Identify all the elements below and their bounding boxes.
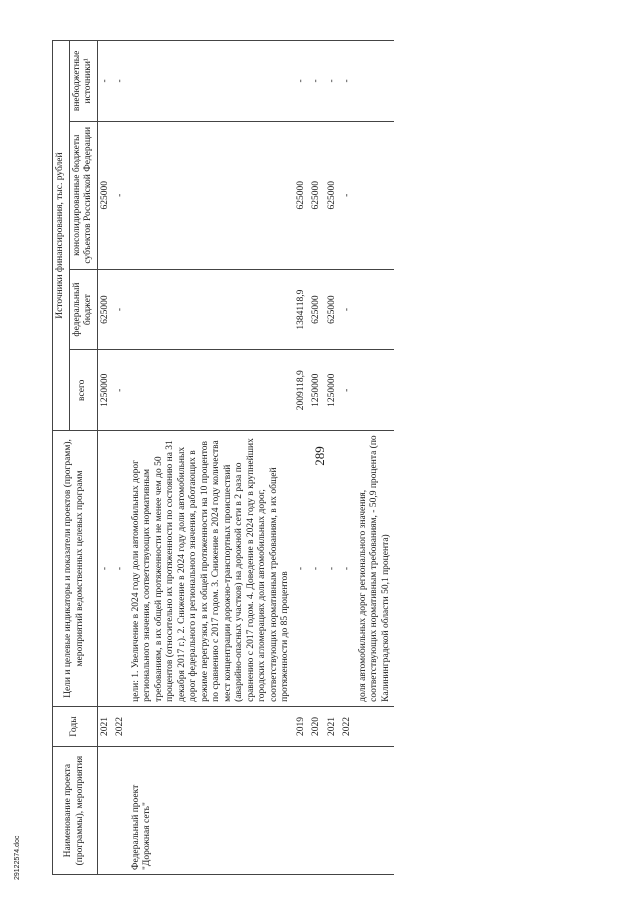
row-goal: - xyxy=(309,431,325,707)
row-total: - xyxy=(340,350,356,431)
row-regional: 625000 xyxy=(309,121,325,269)
row-federal: 625000 xyxy=(97,269,113,350)
row-federal: - xyxy=(113,269,129,350)
header-years: Годы xyxy=(53,706,98,746)
row-name xyxy=(97,747,113,875)
header-total: всего xyxy=(69,350,97,431)
row-extra: - xyxy=(309,41,325,122)
row-extra xyxy=(356,41,395,122)
table-row xyxy=(294,41,310,875)
row-total: 1250000 xyxy=(325,350,341,431)
row-extra xyxy=(129,41,294,122)
row-name xyxy=(113,747,129,875)
row-goal: - xyxy=(97,431,113,707)
row-extra: - xyxy=(113,41,129,122)
project-goals: цели: 1. Увеличение в 2024 году доли автомобильных дорог регионального значения, соответствующих нормативным требованиям, в их общей протяженности не менее чем до 50 процентов (относительно их протяженности по состоянию на 31 декабря 2017 г.). 2. Снижение в 2024 году доли автомобильных дорог федерального и регионального значения, работающих в режиме перегрузки, в их общей протяженности на 10 процентов по сравнению с 2017 годом. 3. Снижение в 2024 году количества мест концентрации дорожно-транспортных происшествий (аварийно-опасных участков) на дорожной сети в 2 раза по сравнению с 2017 годом. 4. Доведение в 2024 году в крупнейших городских агломерациях доли автомобильных дорог, соответствующих нормативным требованиям, в их общей протяженности до 85 процентов xyxy=(129,431,294,707)
row-year: 2021 xyxy=(325,706,341,746)
row-goal: - xyxy=(325,431,341,707)
row-regional: 625000 xyxy=(294,121,310,269)
table-body xyxy=(97,41,394,875)
row-goal: - xyxy=(113,431,129,707)
row-total: 1250000 xyxy=(97,350,113,431)
indicator-text: доля автомобильных дорог регионального значения, соответствующих нормативным требованиям, - 50,9 процента (по Калининградской области 50,1 процента) xyxy=(356,431,395,707)
row-year: 2022 xyxy=(113,706,129,746)
table-row xyxy=(340,41,356,875)
row-goal: - xyxy=(340,431,356,707)
landscape-sheet xyxy=(52,40,572,875)
row-total: 1250000 xyxy=(309,350,325,431)
table-row xyxy=(97,41,113,875)
row-federal: 625000 xyxy=(309,269,325,350)
row-extra: - xyxy=(294,41,310,122)
row-federal xyxy=(356,269,395,350)
page-number: 289 xyxy=(312,446,327,466)
row-goal: - xyxy=(294,431,310,707)
row-federal: 625000 xyxy=(325,269,341,350)
row-total: - xyxy=(113,350,129,431)
row-name xyxy=(309,747,325,875)
row-extra: - xyxy=(97,41,113,122)
header-federal: федеральный бюджет xyxy=(69,269,97,350)
document-filename: 29122574.doc xyxy=(14,835,21,880)
row-total: 2009118,9 xyxy=(294,350,310,431)
row-total xyxy=(356,350,395,431)
row-federal: 1384118,9 xyxy=(294,269,310,350)
row-year: 2020 xyxy=(309,706,325,746)
row-total xyxy=(129,350,294,431)
row-year: 2021 xyxy=(97,706,113,746)
row-name xyxy=(325,747,341,875)
row-regional xyxy=(356,121,395,269)
row-name xyxy=(340,747,356,875)
table-row xyxy=(356,41,395,875)
row-extra: - xyxy=(325,41,341,122)
row-federal xyxy=(129,269,294,350)
row-regional: - xyxy=(113,121,129,269)
table-row xyxy=(113,41,129,875)
project-name: Федеральный проект "Дорожная сеть" xyxy=(129,747,294,875)
row-regional xyxy=(129,121,294,269)
table-row xyxy=(129,41,294,875)
row-year xyxy=(356,706,395,746)
row-regional: 625000 xyxy=(325,121,341,269)
row-extra: - xyxy=(340,41,356,122)
row-year xyxy=(129,706,294,746)
row-name xyxy=(294,747,310,875)
header-extra: внебюджетные источники¹ xyxy=(69,41,97,122)
header-sources-group: Источники финансирования, тыс. рублей xyxy=(53,41,70,431)
financing-table xyxy=(52,40,394,875)
table-row xyxy=(309,41,325,875)
row-regional: 625000 xyxy=(97,121,113,269)
row-year: 2022 xyxy=(340,706,356,746)
row-federal: - xyxy=(340,269,356,350)
row-year: 2019 xyxy=(294,706,310,746)
row-name xyxy=(356,747,395,875)
row-regional: - xyxy=(340,121,356,269)
header-name: Наименование проекта (программы), мероприятия xyxy=(53,747,98,875)
header-goals: Цели и целевые индикаторы и показатели проектов (программ), мероприятий ведомственных целевых программ xyxy=(53,431,98,707)
header-regional: консолидированные бюджеты субъектов Российской Федерации xyxy=(69,121,97,269)
table-row xyxy=(325,41,341,875)
